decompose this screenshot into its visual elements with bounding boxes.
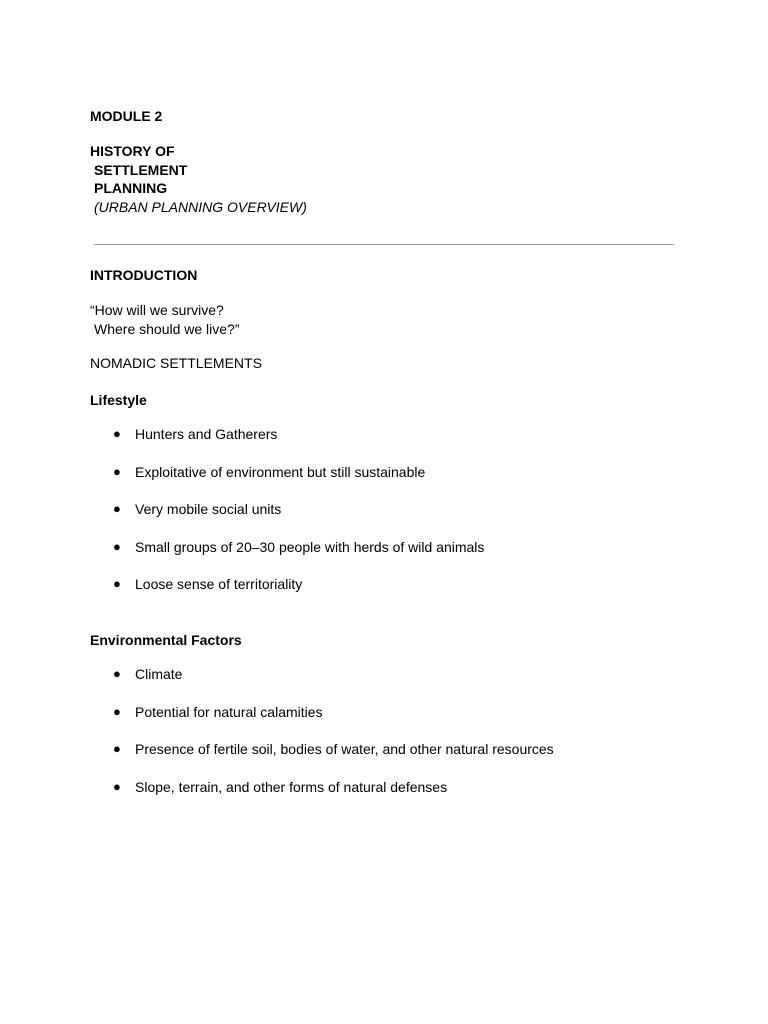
list-item-text: Slope, terrain, and other forms of natural defenses: [135, 778, 448, 795]
list-item-text: Hunters and Gatherers: [135, 426, 278, 442]
module-label: MODULE 2: [90, 108, 163, 124]
list-item-text: Small groups of 20–30 people with herds of wild animals: [135, 538, 485, 555]
list-item-text: Very mobile social units: [135, 501, 282, 517]
introduction-heading: INTRODUCTION: [90, 267, 198, 283]
bullet-icon: ●: [113, 703, 121, 719]
title-line-1: HISTORY OF: [90, 143, 175, 159]
list-item-text: Exploitative of environment but still sustainable: [135, 463, 426, 480]
bullet-icon: ●: [113, 741, 121, 756]
horizontal-divider: [94, 244, 674, 245]
list-item-text: Potential for natural calamities: [135, 703, 323, 720]
bullet-icon: ●: [113, 463, 121, 479]
quote-line-1: “How will we survive?: [90, 302, 224, 318]
quote-line-2: Where should we live?”: [94, 321, 240, 337]
section-heading: NOMADIC SETTLEMENTS: [90, 355, 262, 371]
environmental-factors-heading: Environmental Factors: [90, 632, 242, 648]
list-item-text: Loose sense of territoriality: [135, 576, 303, 592]
bullet-icon: ●: [113, 778, 121, 794]
bullet-icon: ●: [113, 666, 121, 681]
bullet-icon: ●: [113, 426, 121, 441]
lifestyle-heading: Lifestyle: [90, 392, 147, 408]
list-item-text: Climate: [135, 666, 183, 682]
bullet-icon: ●: [113, 576, 121, 591]
title-line-3: PLANNING: [94, 180, 168, 196]
title-line-2: SETTLEMENT: [94, 162, 188, 178]
bullet-icon: ●: [113, 538, 121, 554]
subtitle: (URBAN PLANNING OVERVIEW): [94, 199, 307, 215]
list-item-text: Presence of fertile soil, bodies of water, and other natural resources: [135, 741, 554, 757]
bullet-icon: ●: [113, 501, 121, 516]
